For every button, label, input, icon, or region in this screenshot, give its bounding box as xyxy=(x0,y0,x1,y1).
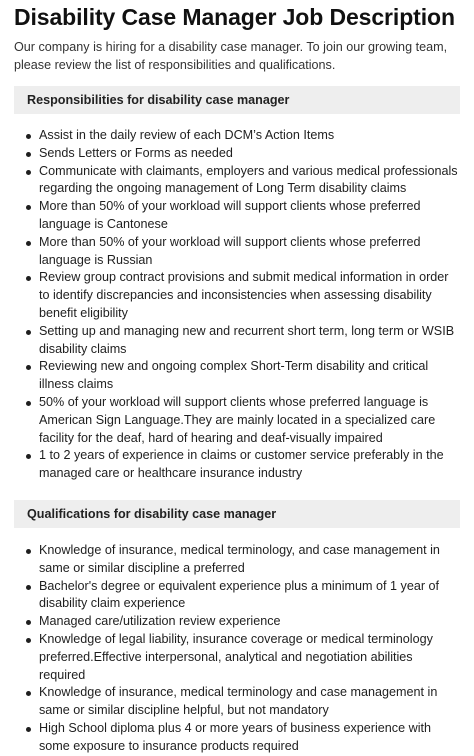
bullet-icon xyxy=(26,454,31,459)
list-item-text: Managed care/utilization review experience xyxy=(39,614,281,629)
list-item xyxy=(39,269,460,322)
list-item-text: Communicate with claimants, employers and various medical professionals regarding the ongoing management of Long Term disability claims xyxy=(39,163,458,196)
list-item xyxy=(39,323,460,359)
bullet-icon xyxy=(26,134,31,139)
list-item xyxy=(39,145,460,163)
bullet-icon xyxy=(26,727,31,732)
list-item-text: Knowledge of legal liability, insurance coverage or medical terminology preferred.Effective interpersonal, analytical and negotiation abilities required xyxy=(39,631,433,682)
list-item-text: 1 to 2 years of experience in claims or customer service preferably in the managed care or healthcare insurance industry xyxy=(39,448,444,481)
list-item-text: More than 50% of your workload will support clients whose preferred language is Cantonese xyxy=(39,199,421,231)
list-item-text: Reviewing new and ongoing complex Short-Term disability and critical illness claims xyxy=(39,359,429,392)
bullet-icon xyxy=(26,152,31,157)
bullet-icon xyxy=(26,241,31,246)
bullet-icon xyxy=(26,205,31,210)
list-item xyxy=(39,163,460,199)
list-item xyxy=(39,542,460,578)
list-item xyxy=(39,578,460,614)
list-item xyxy=(39,631,460,684)
list-item xyxy=(39,198,460,234)
list-item-text: High School diploma plus 4 or more years of business experience with some exposure to insurance products required xyxy=(39,720,432,753)
list-item xyxy=(39,394,460,447)
list-item-text: More than 50% of your workload will support clients whose preferred language is Russian xyxy=(39,234,421,267)
responsibilities-list xyxy=(14,127,460,483)
intro-paragraph: Our company is hiring for a disability case manager. To join our growing team, please review the list of responsibilities and qualifications. xyxy=(14,40,448,72)
list-item-text: Sends Letters or Forms as needed xyxy=(39,145,233,160)
list-item xyxy=(39,613,460,631)
list-item-text: Knowledge of insurance, medical terminology and case management in same or similar discipline helpful, but not mandatory xyxy=(39,685,438,718)
list-item-text: Review group contract provisions and submit medical information in order to identify discrepancies and inconsistencies when assessing disability benefit eligibility xyxy=(39,270,449,320)
list-item xyxy=(39,447,460,483)
qualifications-heading: Qualifications for disability case manager xyxy=(14,500,460,528)
bullet-icon xyxy=(26,330,31,335)
list-item xyxy=(39,358,460,394)
list-item-text: Setting up and managing new and recurrent short term, long term or WSIB disability claims xyxy=(39,323,455,356)
bullet-icon xyxy=(26,691,31,696)
bullet-icon xyxy=(26,170,31,175)
list-item xyxy=(39,684,460,720)
bullet-icon xyxy=(26,549,31,554)
list-item xyxy=(39,127,460,145)
bullet-icon xyxy=(26,585,31,590)
list-item-text: Assist in the daily review of each DCM’s Action Items xyxy=(39,128,335,142)
bullet-icon xyxy=(26,620,31,625)
list-item xyxy=(39,234,460,270)
list-item xyxy=(39,720,460,756)
responsibilities-heading: Responsibilities for disability case manager xyxy=(14,86,460,114)
list-item-text: 50% of your workload will support clients whose preferred language is American Sign Language.They are mainly located in a specialized care facility for the deaf, hard of hearing and deaf-visually impaired xyxy=(39,394,436,445)
list-item-text: Knowledge of insurance, medical terminology, and case management in same or similar discipline a preferred xyxy=(39,542,440,575)
page-title: Disability Case Manager Job Description xyxy=(14,4,455,30)
bullet-icon xyxy=(26,365,31,370)
list-item-text: Bachelor's degree or equivalent experience plus a minimum of 1 year of disability claim experience xyxy=(39,578,440,611)
qualifications-list xyxy=(14,542,460,756)
bullet-icon xyxy=(26,638,31,643)
bullet-icon xyxy=(26,276,31,281)
bullet-icon xyxy=(26,401,31,406)
